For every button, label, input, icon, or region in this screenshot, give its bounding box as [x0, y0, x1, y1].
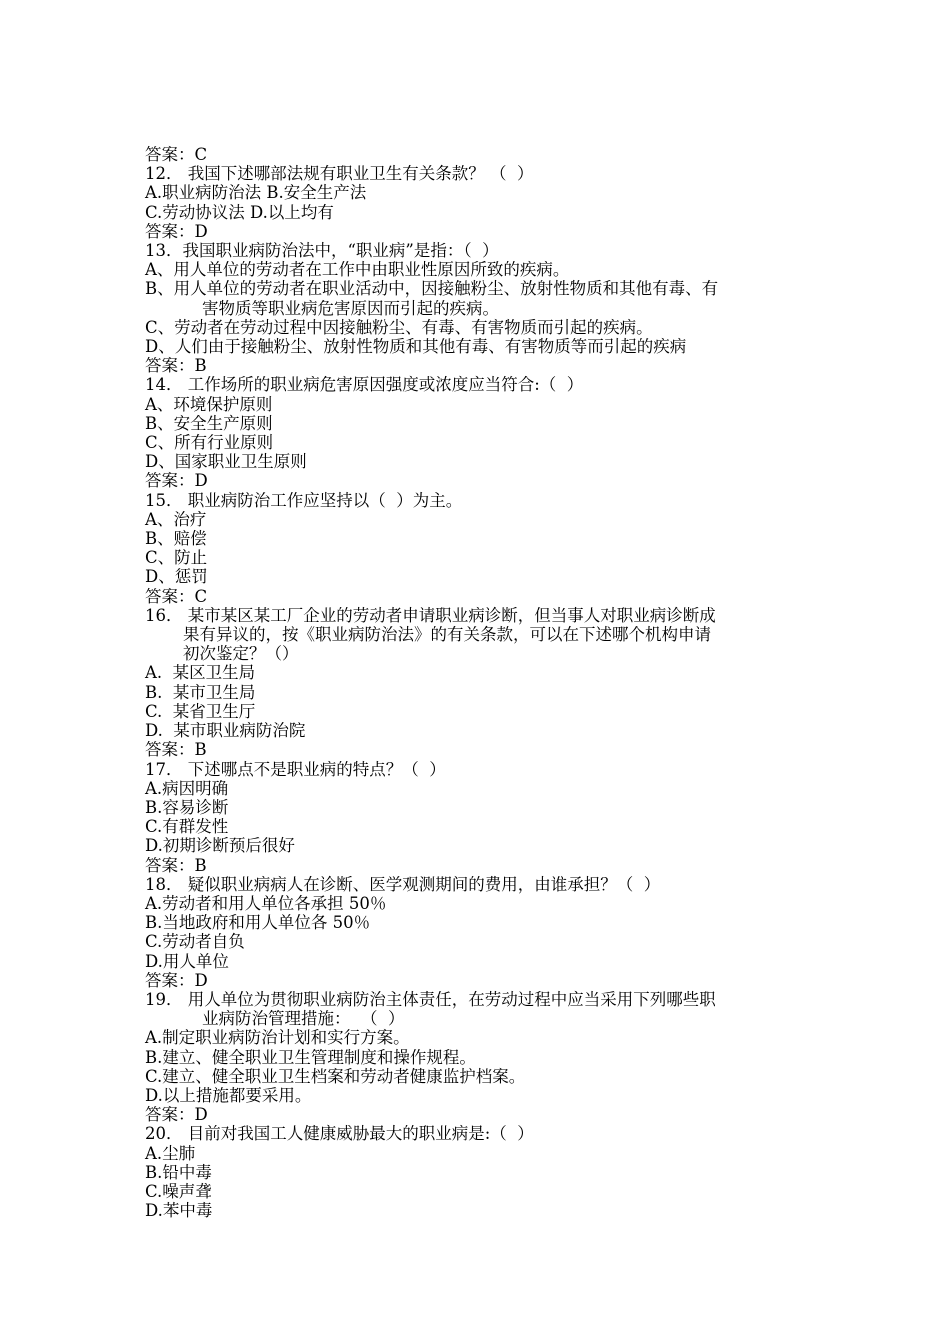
question-12: 12． 我国下述哪部法规有职业卫生有关条款？ （ ） [145, 164, 534, 184]
option-a: A、用人单位的劳动者在工作中由职业性原因所致的疾病。 [145, 260, 570, 280]
option-c: C.劳动者自负 [145, 932, 245, 952]
option-line: A.职业病防治法 B.安全生产法 [145, 183, 367, 203]
option-d: D、国家职业卫生原则 [145, 452, 307, 472]
option-d: D、人们由于接触粉尘、放射性物质和其他有毒、有害物质等而引起的疾病 [145, 337, 687, 357]
option-b: B. 某市卫生局 [145, 682, 256, 702]
option-a: A.病因明确 [145, 778, 229, 798]
question-14: 14． 工作场所的职业病危害原因强度或浓度应当符合:（ ） [145, 375, 584, 395]
option-a: A.劳动者和用人单位各承担 50％ [145, 893, 387, 913]
answer-15: 答案：C [145, 586, 208, 606]
option-d: D.苯中毒 [145, 1201, 213, 1221]
option-line: C.劳动协议法 D.以上均有 [145, 202, 334, 222]
option-b-continued: 害物质等职业病危害原因而引起的疾病。 [202, 298, 499, 318]
question-17: 17． 下述哪点不是职业病的特点？（ ） [145, 759, 446, 779]
answer-13: 答案：B [145, 356, 207, 376]
option-b: B.铅中毒 [145, 1162, 212, 1182]
option-c: C、防止 [145, 548, 208, 568]
option-b: B、赔偿 [145, 529, 207, 549]
option-c: C.建立、健全职业卫生档案和劳动者健康监护档案。 [145, 1066, 526, 1086]
option-b: B.当地政府和用人单位各 50％ [145, 913, 371, 933]
answer-16: 答案：B [145, 740, 207, 760]
answer-11: 答案：C [145, 145, 208, 164]
option-c: C、劳动者在劳动过程中因接触粉尘、有毒、有害物质而引起的疾病。 [145, 317, 653, 337]
question-18: 18． 疑似职业病病人在诊断、医学观测期间的费用，由谁承担？（ ） [145, 874, 661, 894]
option-a: A.尘肺 [145, 1143, 196, 1163]
option-d: D、惩罚 [145, 567, 208, 587]
option-b: B.容易诊断 [145, 797, 229, 817]
option-c: C.噪声聋 [145, 1181, 212, 1201]
option-b: B.建立、健全职业卫生管理制度和操作规程。 [145, 1047, 476, 1067]
answer-19: 答案：D [145, 1105, 208, 1125]
option-c: C、所有行业原则 [145, 433, 274, 453]
option-b: B、用人单位的劳动者在职业活动中，因接触粉尘、放射性物质和其他有毒、有 [145, 279, 719, 299]
answer-12: 答案：D [145, 221, 208, 241]
question-15: 15． 职业病防治工作应坚持以（ ）为主。 [145, 490, 463, 510]
question-16-continued: 初次鉴定？（） [183, 644, 299, 664]
document-page [145, 145, 825, 1220]
question-19: 19． 用人单位为贯彻职业病防治主体责任，在劳动过程中应当采用下列哪些职 [145, 989, 716, 1009]
option-a: A. 某区卫生局 [145, 663, 256, 683]
question-13: 13．我国职业病防治法中，“职业病”是指：（ ） [145, 241, 499, 261]
question-19-continued: 业病防治管理措施： （ ） [202, 1009, 405, 1029]
question-16-continued: 果有异议的，按《职业病防治法》的有关条款，可以在下述哪个机构申请 [183, 625, 711, 645]
option-a: A、治疗 [145, 509, 207, 529]
option-d: D.以上措施都要采用。 [145, 1085, 312, 1105]
option-b: B、安全生产原则 [145, 413, 273, 433]
answer-14: 答案：D [145, 471, 208, 491]
option-a: A、环境保护原则 [145, 394, 273, 414]
option-a: A.制定职业病防治计划和实行方案。 [145, 1028, 410, 1048]
option-d: D. 某市职业病防治院 [145, 721, 306, 741]
option-c: C.有群发性 [145, 817, 229, 837]
answer-18: 答案：D [145, 970, 208, 990]
option-c: C. 某省卫生厅 [145, 701, 256, 721]
option-d: D.初期诊断预后很好 [145, 836, 295, 856]
question-20: 20． 目前对我国工人健康威胁最大的职业病是:（ ） [145, 1124, 534, 1144]
question-16: 16． 某市某区某工厂企业的劳动者申请职业病诊断，但当事人对职业病诊断成 [145, 605, 716, 625]
option-d: D.用人单位 [145, 951, 229, 971]
answer-17: 答案：B [145, 855, 207, 875]
